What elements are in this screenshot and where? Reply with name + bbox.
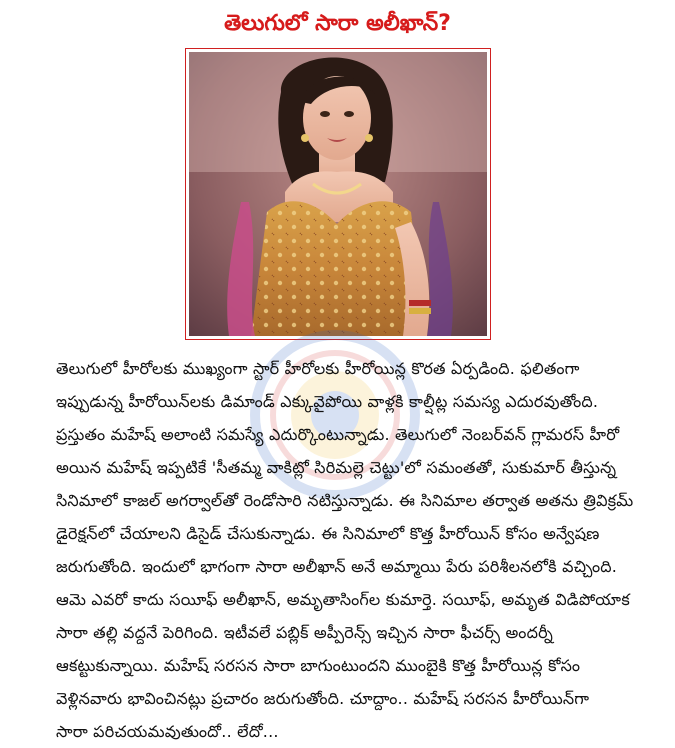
article-paragraph-line: ఆమె ఎవరో కాదు సయీఫ్ అలీఖాన్, అమృతాసింగ్‌ల కుమార్తె. సయీఫ్, అమృత విడిపోయాక xyxy=(56,590,630,609)
article-paragraph-line: వెళ్లినవారు భావించినట్లు ప్రచారం జరుగుతోంది. చూద్దాం.. మహేష్ సరసన హీరోయిన్‌గా xyxy=(56,689,590,708)
woman-in-embroidered-lehenga-photo xyxy=(189,52,487,336)
article-body xyxy=(56,352,656,748)
article-paragraph-line: ప్రస్తుతం మహేష్ అలాంటి సమస్యే ఎదుర్కొంటున్నాడు. తెలుగులో నెంబర్‌వన్ గ్లామరస్ హీరో xyxy=(56,425,620,444)
article-paragraph-line: ఆకట్టుకున్నాయి. మహేష్ సరసన సారా బాగుంటుందని ముంబైకి కొత్త హీరోయిన్ల కోసం xyxy=(56,656,581,675)
article-paragraph-line: తెలుగులో హీరోలకు ముఖ్యంగా స్టార్ హీరోలకు హీరోయిన్ల కొరత ఏర్పడింది. ఫలితంగా xyxy=(56,359,580,378)
article-paragraph-line: అయిన మహేష్ ఇప్పటికే 'సీతమ్మ వాకిట్లో సిరిమల్లె చెట్టు'లో సమంతతో, సుకుమార్ తీస్తున్న xyxy=(56,458,617,477)
article-paragraph-line: ఇప్పుడున్న హీరోయిన్‌లకు డిమాండ్ ఎక్కువైపోయి వాళ్లకి కాల్షీట్ల సమస్య ఎదురవుతోంది. xyxy=(56,392,599,411)
article-headline: తెలుగులో సారా అలీఖాన్? xyxy=(224,11,451,36)
article-photo xyxy=(185,48,491,340)
article-paragraph-line: జరుగుతోంది. ఇందులో భాగంగా సారా అలీఖాన్ అనే అమ్మాయి పేరు పరిశీలనలోకి వచ్చింది. xyxy=(56,557,618,576)
article-paragraph-line: సారా తల్లి వద్దనే పెరిగింది. ఇటీవలే పబ్లిక్ అప్పీరెన్స్ ఇచ్చిన సారా ఫీచర్స్ అందర్నీ xyxy=(56,623,554,642)
article-paragraph-line: సారా పరిచయమవుతుందో.. లేదో... xyxy=(56,722,279,741)
article-paragraph-line: సినిమాలో కాజల్ అగర్వాల్‌తో రెండోసారి నటిస్తున్నాడు. ఈ సినిమాల తర్వాత అతను త్రివిక్రమ్ xyxy=(56,491,634,510)
article-paragraph-line: డైరెక్షన్‌లో చేయాలని డిసైడ్ చేసుకున్నాడు. ఈ సినిమాలో కొత్త హీరోయిన్ కోసం అన్వేషణ xyxy=(56,524,600,543)
